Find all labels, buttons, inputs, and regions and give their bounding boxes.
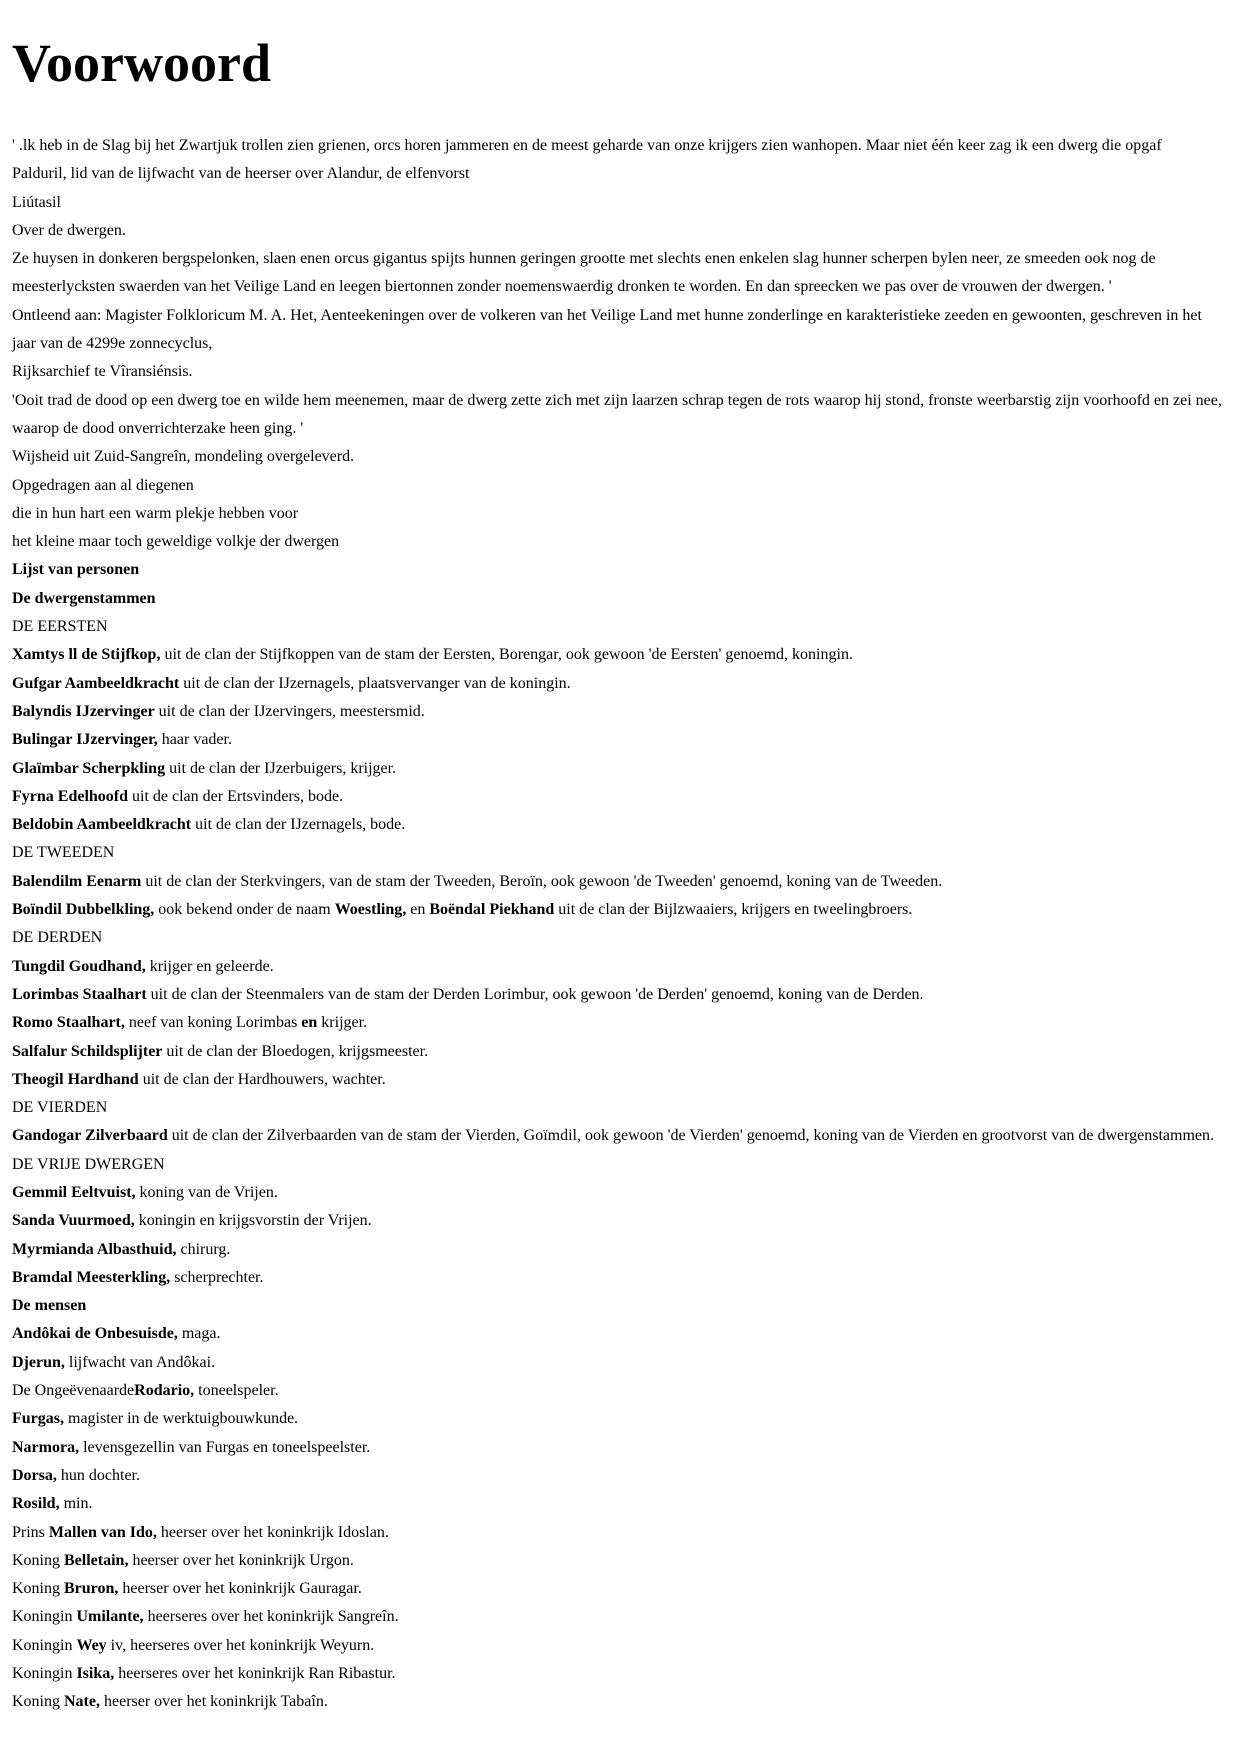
text-segment: krijger en geleerde. <box>145 957 274 975</box>
text-segment: Opgedragen aan al diegenen <box>12 476 194 494</box>
text-line <box>12 387 1228 444</box>
text-segment: Koningin <box>12 1665 77 1683</box>
bold-text-segment: Boïndil Dubbelkling, <box>12 901 155 919</box>
text-segment: magister in de werktuigbouwkunde. <box>64 1410 299 1428</box>
text-line <box>12 1434 1228 1462</box>
bold-text-segment: Furgas, <box>12 1410 64 1428</box>
text-segment: Rijksarchief te Vîransiénsis. <box>12 363 193 381</box>
text-segment: en <box>406 901 430 919</box>
bold-text-segment: Isika, <box>76 1665 115 1683</box>
text-line <box>12 1038 1228 1066</box>
text-segment: Ze huysen in donkeren bergspelonken, slaen enen orcus gigantus spijts hunnen geringen grootte met slechts enen enkelen slag hunner scherpen bylen neer, ze smeeden ook nog de meesterlycksten swaerden van het Veilige Land en leegen biertonnen zonder noemenswaerdig dronken te worden. En dan spreecken we pas over de vrouwen der dwergen. ' <box>12 250 1156 296</box>
text-segment: neef van koning Lorimbas <box>124 1014 302 1032</box>
text-line <box>12 641 1228 669</box>
text-segment: Koningin <box>12 1636 77 1654</box>
text-line <box>12 698 1228 726</box>
text-segment: haar vader. <box>157 731 232 749</box>
text-line <box>12 868 1228 896</box>
bold-text-segment: Rosild, <box>12 1495 60 1513</box>
text-segment: uit de clan der IJzervingers, meestersmid. <box>154 702 425 720</box>
text-line <box>12 1207 1228 1235</box>
text-line <box>12 953 1228 981</box>
text-line <box>12 896 1228 924</box>
text-line <box>12 1009 1228 1037</box>
text-line <box>12 245 1228 302</box>
text-segment: scherprechter. <box>170 1268 264 1286</box>
bold-text-segment: Narmora, <box>12 1438 80 1456</box>
document-body <box>12 132 1228 1717</box>
bold-text-segment: Gemmil Eeltvuist, <box>12 1183 136 1201</box>
bold-text-segment: Myrmianda Albasthuid, <box>12 1240 177 1258</box>
text-segment: koning van de Vrijen. <box>135 1183 278 1201</box>
text-segment: het kleine maar toch geweldige volkje der dwergen <box>12 533 340 551</box>
bold-text-segment: Xamtys ll de Stijfkop, <box>12 646 161 664</box>
text-line <box>12 132 1228 160</box>
bold-text-segment: Woestling, <box>334 901 407 919</box>
bold-text-segment: Dorsa, <box>12 1466 57 1484</box>
text-line <box>12 160 1228 188</box>
text-line <box>12 217 1228 245</box>
text-line <box>12 1547 1228 1575</box>
text-line <box>12 1603 1228 1631</box>
text-segment: lijfwacht van Andôkai. <box>64 1353 216 1371</box>
text-segment: ' .lk heb in de Slag bij het Zwartjuk trollen zien grienen, orcs horen jammeren en de meest geharde van onze krijgers zien wanhopen. Maar niet één keer zag ik een dwerg die opgaf <box>12 137 1162 154</box>
text-line <box>12 1632 1228 1660</box>
text-line <box>12 1575 1228 1603</box>
text-line <box>12 556 1228 584</box>
text-line <box>12 1660 1228 1688</box>
bold-text-segment: Wey <box>76 1636 107 1654</box>
text-segment: Koning <box>12 1551 64 1569</box>
bold-text-segment: Nate, <box>64 1693 100 1711</box>
bold-text-segment: Bulingar IJzervinger, <box>12 731 158 749</box>
text-segment: uit de clan der Sterkvingers, van de stam der Tweeden, Beroïn, ook gewoon 'de Tweeden' genoemd, koning van de Tweeden. <box>141 872 943 890</box>
text-line <box>12 189 1228 217</box>
text-segment: Koning <box>12 1693 64 1711</box>
bold-text-segment: Romo Staalhart, <box>12 1014 125 1032</box>
text-segment: iv, heerseres over het koninkrijk Weyurn. <box>106 1636 375 1654</box>
text-line <box>12 783 1228 811</box>
text-segment: min. <box>59 1495 93 1513</box>
bold-text-segment: Mallen van Ido, <box>48 1523 157 1541</box>
bold-text-segment: Djerun, <box>12 1353 65 1371</box>
text-line <box>12 1122 1228 1150</box>
text-segment: heerseres over het koninkrijk Ran Ribastur. <box>114 1665 396 1683</box>
text-line <box>12 670 1228 698</box>
text-segment: heerseres over het koninkrijk Sangreîn. <box>143 1608 399 1626</box>
text-line <box>12 1264 1228 1292</box>
text-line <box>12 981 1228 1009</box>
bold-text-segment: Gufgar Aambeeldkracht <box>12 674 180 692</box>
text-line <box>12 1519 1228 1547</box>
bold-text-segment: Andôkai de Onbesuisde, <box>12 1325 178 1343</box>
bold-text-segment: Lijst van personen <box>12 561 140 579</box>
text-segment: DE VRIJE DWERGEN <box>12 1155 165 1173</box>
text-line <box>12 443 1228 471</box>
text-segment: uit de clan der Bijlzwaaiers, krijgers en tweelingbroers. <box>554 901 913 919</box>
text-segment: chirurg. <box>176 1240 231 1258</box>
text-segment: DE VIERDEN <box>12 1099 108 1117</box>
bold-text-segment: Lorimbas Staalhart <box>12 985 147 1003</box>
text-line <box>12 1688 1228 1716</box>
bold-text-segment: Glaïmbar Scherpkling <box>12 759 166 777</box>
bold-text-segment: Tungdil Goudhand, <box>12 957 146 975</box>
text-segment: Over de dwergen. <box>12 221 126 239</box>
text-segment: maga. <box>177 1325 221 1343</box>
text-line <box>12 500 1228 528</box>
text-segment: Palduril, lid van de lijfwacht van de heerser over Alandur, de elfenvorst <box>12 165 470 183</box>
text-line <box>12 1490 1228 1518</box>
text-segment: DE DERDEN <box>12 929 103 947</box>
text-segment: koningin en krijgsvorstin der Vrijen. <box>134 1212 372 1230</box>
bold-text-segment: Balendilm Eenarm <box>12 872 142 890</box>
text-segment: levensgezellin van Furgas en toneelspeelster. <box>79 1438 371 1456</box>
text-line <box>12 1405 1228 1433</box>
text-line <box>12 1236 1228 1264</box>
bold-text-segment: Beldobin Aambeeldkracht <box>12 816 192 834</box>
text-segment: Koningin <box>12 1608 77 1626</box>
text-segment: De Ongeëvenaarde <box>12 1382 135 1400</box>
text-segment: ook bekend onder de naam <box>154 901 335 919</box>
bold-text-segment: De dwergenstammen <box>12 589 156 607</box>
text-line <box>12 839 1228 867</box>
bold-text-segment: en <box>301 1014 318 1032</box>
text-line <box>12 585 1228 613</box>
text-line <box>12 1462 1228 1490</box>
text-line <box>12 1320 1228 1348</box>
bold-text-segment: Gandogar Zilverbaard <box>12 1127 168 1145</box>
text-segment: die in hun hart een warm plekje hebben voor <box>12 504 299 522</box>
text-line <box>12 1349 1228 1377</box>
text-line <box>12 1179 1228 1207</box>
text-segment: uit de clan der Hardhouwers, wachter. <box>138 1070 386 1088</box>
text-segment: heerser over het koninkrijk Tabaîn. <box>99 1693 328 1711</box>
text-segment: uit de clan der IJzerbuigers, krijger. <box>165 759 397 777</box>
text-segment: uit de clan der Stijfkoppen van de stam der Eersten, Borengar, ook gewoon 'de Eersten' genoemd, koningin. <box>160 646 853 664</box>
text-line <box>12 1094 1228 1122</box>
text-segment: uit de clan der IJzernagels, plaatsvervanger van de koningin. <box>179 674 571 692</box>
text-segment: Ontleend aan: Magister Folkloricum M. A. Het, Aenteekeningen over de volkeren van het Veilige Land met hunne zonderlinge en karakteristieke zeeden en gewoonten, geschreven in het jaar van de 4299e zonnecyclus, <box>12 306 1202 353</box>
bold-text-segment: Fyrna Edelhoofd <box>12 787 129 805</box>
text-segment: DE EERSTEN <box>12 618 108 636</box>
text-segment: heerser over het koninkrijk Idoslan. <box>156 1523 389 1541</box>
bold-text-segment: Theogil Hardhand <box>12 1070 139 1088</box>
bold-text-segment: Salfalur Schildsplijter <box>12 1042 163 1060</box>
bold-text-segment: Belletain, <box>64 1551 129 1569</box>
text-line <box>12 755 1228 783</box>
text-line <box>12 1292 1228 1320</box>
text-segment: hun dochter. <box>56 1466 140 1484</box>
text-segment: heerser over het koninkrijk Gauragar. <box>118 1580 362 1598</box>
text-segment: uit de clan der Ertsvinders, bode. <box>128 787 344 805</box>
bold-text-segment: Rodario, <box>134 1382 195 1400</box>
text-segment: 'Ooit trad de dood op een dwerg toe en wilde hem meenemen, maar de dwerg zette zich met zijn laarzen schrap tegen de rots waarop hij stond, fronste weerbarstig zijn voorhoofd en zei nee, waarop de dood onverrichterzake heen ging. ' <box>12 391 1222 437</box>
text-line <box>12 358 1228 386</box>
text-line <box>12 1066 1228 1094</box>
bold-text-segment: Boëndal Piekhand <box>429 901 555 919</box>
bold-text-segment: Umilante, <box>76 1608 144 1626</box>
text-segment: DE TWEEDEN <box>12 844 115 862</box>
text-line <box>12 924 1228 952</box>
text-segment: heerser over het koninkrijk Urgon. <box>128 1551 354 1569</box>
text-line <box>12 1377 1228 1405</box>
text-segment: uit de clan der Steenmalers van de stam der Derden Lorimbur, ook gewoon 'de Derden' genoemd, koning van de Derden. <box>146 985 924 1003</box>
bold-text-segment: Bramdal Meesterkling, <box>12 1268 171 1286</box>
text-segment: toneelspeler. <box>194 1382 279 1400</box>
text-line <box>12 302 1228 359</box>
text-segment: Prins <box>12 1523 49 1541</box>
text-segment: uit de clan der Zilverbaarden van de stam der Vierden, Goïmdil, ook gewoon 'de Vierden' genoemd, koning van de Vierden en grootvorst van de dwergenstammen. <box>167 1127 1215 1145</box>
bold-text-segment: De mensen <box>12 1297 87 1315</box>
text-line <box>12 472 1228 500</box>
bold-text-segment: Bruron, <box>64 1580 119 1598</box>
text-segment: Koning <box>12 1580 64 1598</box>
text-segment: Liútasil <box>12 193 61 211</box>
text-segment: uit de clan der Bloedogen, krijgsmeester. <box>162 1042 429 1060</box>
text-segment: Wijsheid uit Zuid-Sangreîn, mondeling overgeleverd. <box>12 448 355 466</box>
page-title: Voorwoord <box>12 33 272 93</box>
text-line <box>12 726 1228 754</box>
text-line <box>12 528 1228 556</box>
bold-text-segment: Sanda Vuurmoed, <box>12 1212 135 1230</box>
text-line <box>12 811 1228 839</box>
text-line <box>12 1151 1228 1179</box>
text-line <box>12 613 1228 641</box>
text-segment: uit de clan der IJzernagels, bode. <box>191 816 406 834</box>
text-segment: krijger. <box>317 1014 368 1032</box>
bold-text-segment: Balyndis IJzervinger <box>12 702 155 720</box>
